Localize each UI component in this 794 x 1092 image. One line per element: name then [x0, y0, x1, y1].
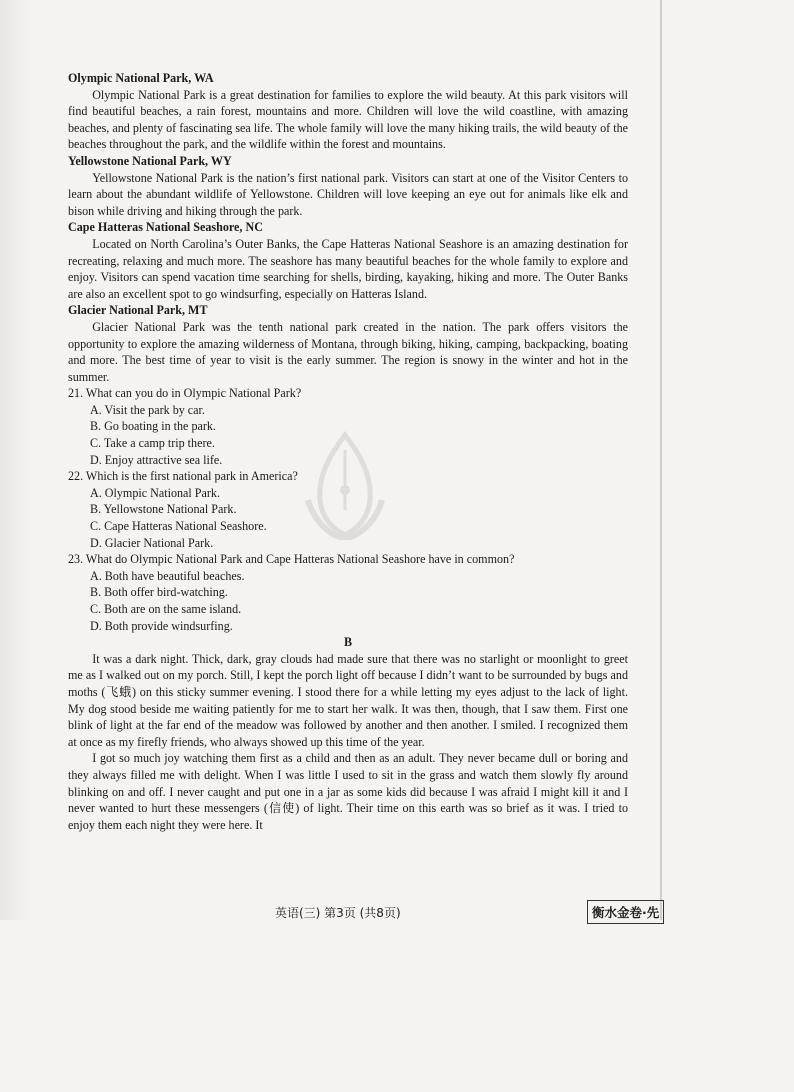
answer-option: A. Visit the park by car.: [90, 402, 205, 417]
question-stem: 23. What do Olympic National Park and Cape Hatteras National Seashore have in common?: [68, 552, 515, 567]
answer-option: B. Yellowstone National Park.: [90, 502, 237, 517]
page-left-shadow: [0, 0, 30, 920]
answer-option: C. Cape Hatteras National Seashore.: [90, 519, 267, 534]
answer-option: B. Both offer bird-watching.: [90, 585, 228, 600]
answer-option: D. Enjoy attractive sea life.: [90, 452, 223, 467]
answer-option: A. Olympic National Park.: [90, 485, 220, 500]
park-paragraph: Glacier National Park was the tenth national park created in the nation. The park offers visitors the opportunity to explore the amazing wilderness of Montana, through biking, hiking, camping, backpacking, boating and more. The best time of year to visit is the early summer. The region is snowy in the winter and hot in the summer.: [68, 319, 628, 384]
park-heading: Olympic National Park, WA: [68, 71, 214, 85]
page-right-edge: [660, 0, 662, 920]
park-heading: Yellowstone National Park, WY: [68, 153, 232, 168]
answer-option: D. Both provide windsurfing.: [90, 618, 233, 633]
answer-option: A. Both have beautiful beaches.: [90, 568, 245, 583]
passage-b: [68, 634, 628, 833]
answer-option: B. Go boating in the park.: [90, 419, 216, 434]
passage-a: [68, 70, 628, 385]
question-stem: 22. Which is the first national park in America?: [68, 469, 298, 484]
park-paragraph: Olympic National Park is a great destination for families to explore the wild beauty. At this park visitors will find beautiful beaches, a rain forest, mountains and more. Children will love the wild coastline, with amazing beaches, and plenty of fascinating sea life. The whole family will love the many hiking trails, the wild beauty of the beaches throughout the park, and the wildlife within the forest and mountains.: [68, 87, 628, 152]
passage-b-para-1: It was a dark night. Thick, dark, gray clouds had made sure that there was no starlight or moonlight to greet me as I walked out on my porch. Still, I kept the porch light off because I didn’t want to be surrounded by bugs and moths (飞蛾) on this sticky summer evening. I stood there for a while letting my eyes adjust to the lack of light. My dog stood beside me waiting patiently for me to start her walk. It was then, though, that I saw them. First one blink of light at the far end of the meadow was followed by another and then another. I smiled. I recognized them at once as my firefly friends, who always showed up this time of the year.: [68, 651, 628, 749]
park-paragraph: Located on North Carolina’s Outer Banks, the Cape Hatteras National Seashore is an amazing destination for recreating, relaxing and much more. The seashore has many beautiful beaches for the whole family to explore and enjoy. Visitors can spend vacation time searching for shells, birding, kayaking, hiking and more. The Outer Banks are also an excellent spot to go windsurfing, especially on Hatteras Island.: [68, 236, 628, 301]
page-number-label: 英语(三) 第3页 (共8页): [275, 906, 401, 920]
answer-option: D. Glacier National Park.: [90, 535, 214, 550]
brand-label: 衡水金卷·先: [587, 900, 664, 924]
exam-content: [68, 70, 628, 833]
park-paragraph: Yellowstone National Park is the nation’s first national park. Visitors can start at one of the Visitor Centers to learn about the abundant wildlife of Yellowstone. Children will love keeping an eye out for animals like elk and bison while driving and hiking through the park.: [68, 170, 628, 218]
park-heading: Glacier National Park, MT: [68, 303, 208, 318]
page-footer: [0, 900, 794, 924]
answer-option: C. Both are on the same island.: [90, 602, 242, 616]
questions: [68, 385, 628, 634]
answer-option: C. Take a camp trip there.: [90, 436, 215, 451]
section-label: B: [343, 635, 353, 650]
park-heading: Cape Hatteras National Seashore, NC: [68, 220, 263, 235]
question-stem: 21. What can you do in Olympic National Park?: [68, 386, 302, 401]
passage-b-para-2: I got so much joy watching them first as a child and then as an adult. They never became dull or boring and they always filled me with delight. When I was little I used to sit in the grass and watch them slowly fly around blinking on and off. I never caught and put one in a jar as some kids did because I was afraid I might kill it and I never wanted to hurt these messengers (信使) of light. Their time on this earth was so brief as it was. I tried to enjoy them each night they were here. It: [68, 751, 628, 832]
